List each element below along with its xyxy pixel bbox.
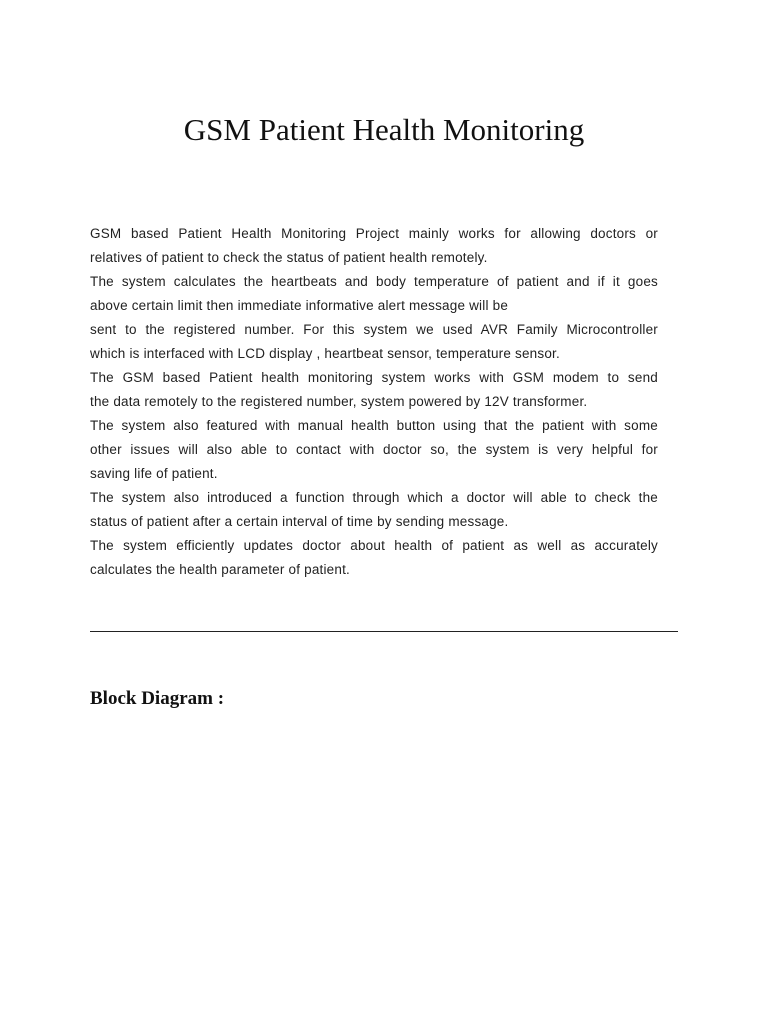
block-diagram-heading: Block Diagram : bbox=[90, 688, 225, 709]
description-line: status of patient after a certain interval of time by sending message. bbox=[90, 514, 509, 529]
horizontal-divider bbox=[90, 631, 678, 632]
description-line: relatives of patient to check the status of patient health remotely. bbox=[90, 250, 488, 265]
description-line: sent to the registered number. For this system we used AVR Family Microcontroller bbox=[90, 322, 658, 337]
description-line: saving life of patient. bbox=[90, 466, 218, 481]
description-line: which is interfaced with LCD display , heartbeat sensor, temperature sensor. bbox=[90, 346, 560, 361]
description-line: GSM based Patient Health Monitoring Project mainly works for allowing doctors or bbox=[90, 226, 658, 241]
description-line: The system also introduced a function through which a doctor will able to check the bbox=[90, 490, 658, 505]
description-line: other issues will also able to contact with doctor so, the system is very helpful for bbox=[90, 442, 658, 457]
project-description bbox=[90, 222, 658, 582]
description-line: above certain limit then immediate informative alert message will be bbox=[90, 298, 509, 313]
description-line: calculates the health parameter of patient. bbox=[90, 562, 351, 577]
description-line: The system efficiently updates doctor about health of patient as well as accurately bbox=[90, 538, 658, 553]
document-title: GSM Patient Health Monitoring bbox=[183, 112, 585, 147]
description-line: The system also featured with manual health button using that the patient with some bbox=[90, 418, 658, 433]
description-line: The GSM based Patient health monitoring system works with GSM modem to send bbox=[90, 370, 658, 385]
description-line: The system calculates the heartbeats and body temperature of patient and if it goes bbox=[90, 274, 658, 289]
description-line: the data remotely to the registered number, system powered by 12V transformer. bbox=[90, 394, 588, 409]
